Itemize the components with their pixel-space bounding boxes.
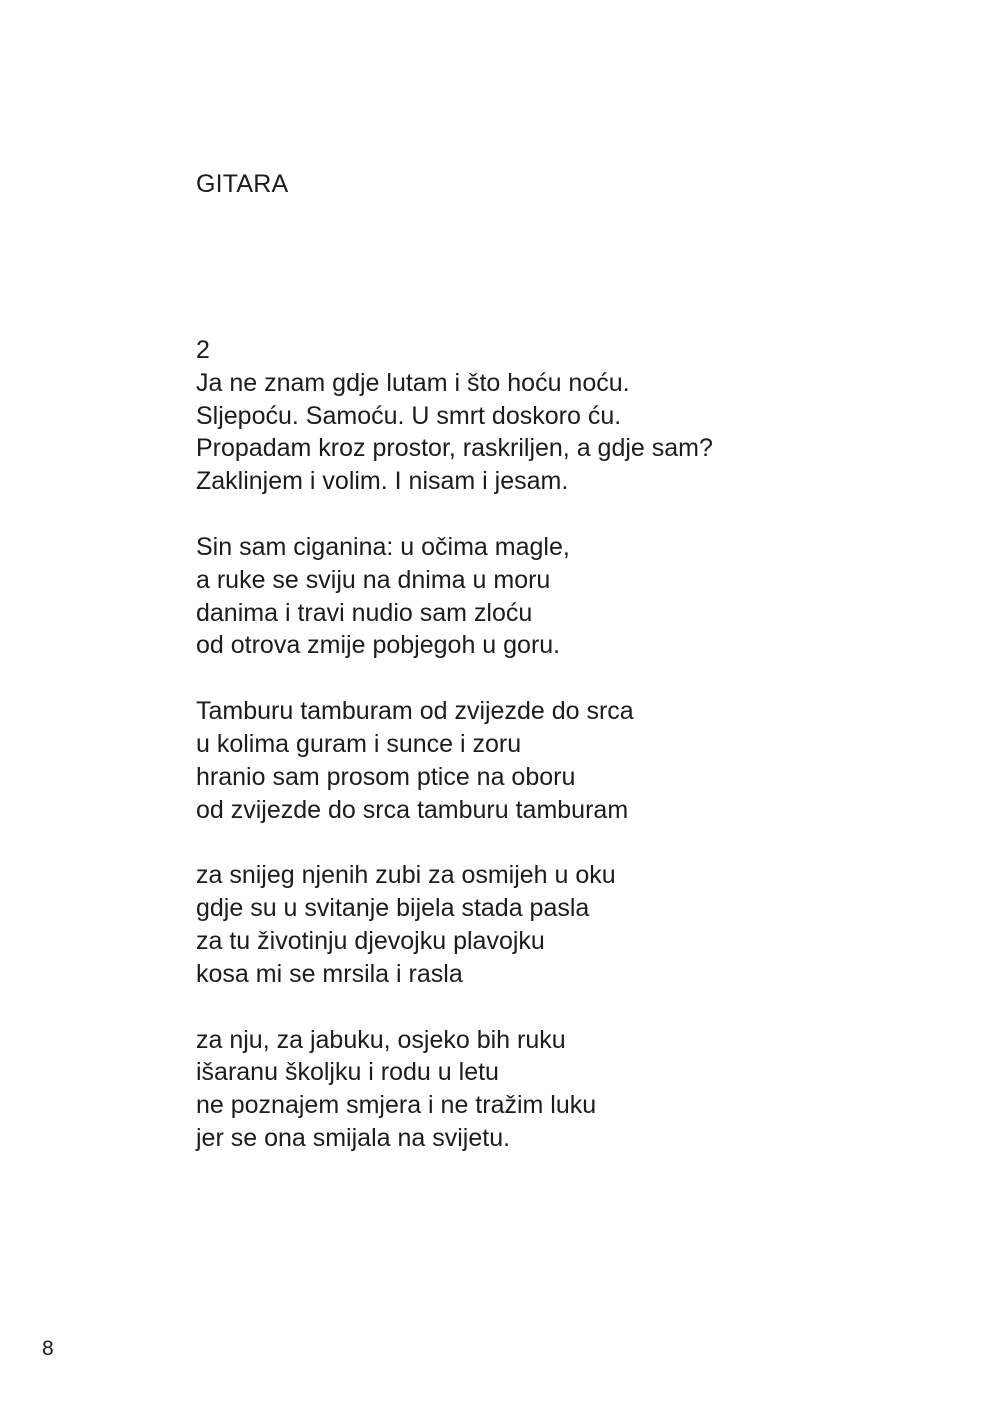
- stanza-1: [196, 367, 896, 498]
- stanza-3: [196, 695, 896, 826]
- poem-line: ne poznajem smjera i ne tražim luku: [196, 1091, 597, 1120]
- poem-line: danima i travi nudio sam zloću: [196, 598, 533, 627]
- poem-line: od otrova zmije pobjegoh u goru.: [196, 631, 561, 660]
- section-number: 2: [196, 336, 210, 364]
- stanza-5: [196, 1024, 896, 1155]
- poem-title: GITARA: [196, 170, 289, 198]
- poem-line: Ja ne znam gdje lutam i što hoću noću.: [196, 368, 630, 397]
- poem-line: a ruke se sviju na dnima u moru: [196, 565, 551, 594]
- poem-line: Propadam kroz prostor, raskriljen, a gdje sam?: [196, 434, 713, 463]
- poem-line: za tu životinju djevojku plavojku: [196, 926, 545, 955]
- poem-line: kosa mi se mrsila i rasla: [196, 959, 463, 988]
- poem-line: Sin sam ciganina: u očima magle,: [196, 532, 570, 561]
- poem-line: za nju, za jabuku, osjeko bih ruku: [196, 1025, 566, 1054]
- poem-line: jer se ona smijala na svijetu.: [196, 1123, 511, 1152]
- stanza-4: [196, 859, 896, 990]
- stanza-2: [196, 531, 896, 662]
- poem-line: za snijeg njenih zubi za osmijeh u oku: [196, 861, 616, 890]
- poem-body: [196, 334, 896, 1188]
- page-number: 8: [42, 1337, 54, 1360]
- poem-line: hranio sam prosom ptice na oboru: [196, 762, 576, 791]
- poem-line: Sljepoću. Samoću. U smrt doskoro ću.: [196, 401, 622, 430]
- poem-line: od zvijezde do srca tamburu tamburam: [196, 795, 629, 824]
- poem-line: u kolima guram i sunce i zoru: [196, 729, 522, 758]
- poem-line: gdje su u svitanje bijela stada pasla: [196, 894, 590, 923]
- poem-line: išaranu školjku i rodu u letu: [196, 1058, 499, 1087]
- poem-line: Zaklinjem i volim. I nisam i jesam.: [196, 467, 569, 496]
- poem-line: Tamburu tamburam od zvijezde do srca: [196, 697, 634, 726]
